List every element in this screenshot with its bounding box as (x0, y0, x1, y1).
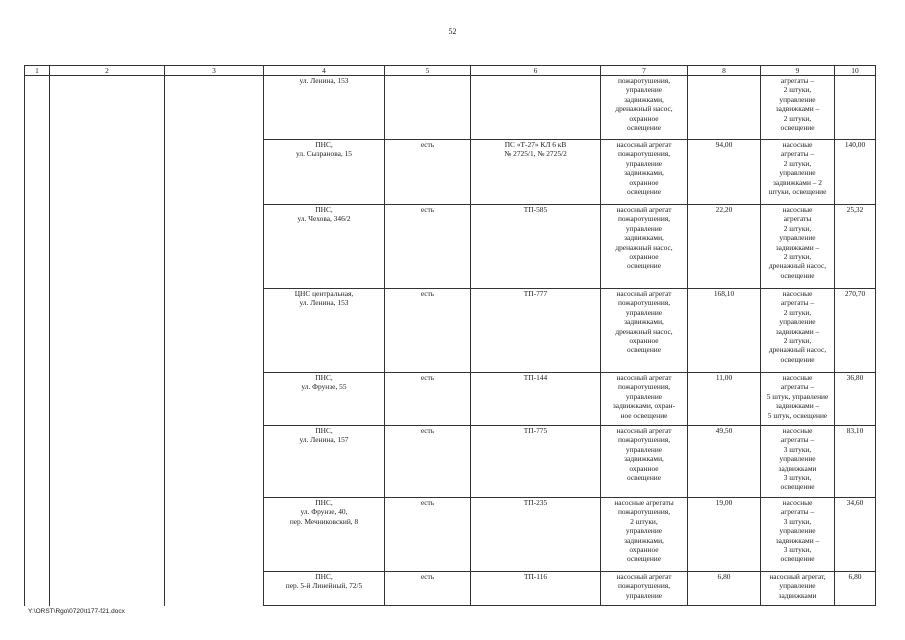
equipment-cell: насосные агрегаты – 5 штук, управление задвижками – 5 штук, освещение (761, 373, 835, 426)
column-number: 2 (50, 66, 165, 76)
consumers-cell: насосные агрегаты пожаротушения, 2 штуки, управление задвижками, охранное освещение (601, 498, 688, 572)
power-cell: 6,80 (835, 572, 876, 606)
equipment-cell: насосные агрегаты – 3 штуки, управление задвижками – 3 штуки, освещение (761, 498, 835, 572)
table-row (25, 76, 876, 140)
equipment-cell: насосные агрегаты – 2 штуки, управление задвижками – 2 штуки, освещение (761, 140, 835, 205)
power-source-cell: ТП-144 (471, 373, 601, 426)
object-address-cell: ПНС, пер. 5-й Линейный, 72/5 (264, 572, 385, 606)
object-address-cell: ЦНС центральная, ул. Ленина, 153 (264, 289, 385, 373)
load-cell: 94,00 (688, 140, 761, 205)
consumers-cell: насосный агрегат пожаротушения, управление задвижками, дренажный насос, охранное освещение (601, 205, 688, 289)
column-number: 9 (761, 66, 835, 76)
power-source-cell (471, 76, 601, 140)
power-cell: 270,70 (835, 289, 876, 373)
load-cell: 19,00 (688, 498, 761, 572)
power-source-cell: ТП-777 (471, 289, 601, 373)
power-cell: 140,00 (835, 140, 876, 205)
availability-cell: есть (385, 426, 471, 498)
load-cell: 11,00 (688, 373, 761, 426)
consumers-cell: насосный агрегат пожаротушения, управление задвижками, охран- ное освещение (601, 373, 688, 426)
empty-cell-col3 (165, 76, 264, 606)
consumers-cell: насосный агрегат пожаротушения, управление (601, 572, 688, 606)
availability-cell (385, 76, 471, 140)
load-cell: 49,50 (688, 426, 761, 498)
consumers-cell: насосный агрегат пожаротушения, управление задвижками, охранное освещение (601, 426, 688, 498)
equipment-cell: насосные агрегаты – 2 штуки, управление задвижками – 2 штуки, дренажный насос, освещение (761, 289, 835, 373)
load-cell (688, 76, 761, 140)
power-cell: 34,60 (835, 498, 876, 572)
equipment-cell: насосный агрегат, управление задвижками (761, 572, 835, 606)
power-source-cell: ТП-585 (471, 205, 601, 289)
column-number: 3 (165, 66, 264, 76)
power-source-cell: ТП-775 (471, 426, 601, 498)
object-address-cell: ПНС, ул. Ленина, 157 (264, 426, 385, 498)
power-source-cell: ТП-116 (471, 572, 601, 606)
power-source-cell: ПС «Т-27» КЛ 6 кВ № 2725/1, № 2725/2 (471, 140, 601, 205)
column-number: 10 (835, 66, 876, 76)
power-cell: 83,10 (835, 426, 876, 498)
object-address-cell: ПНС, ул. Сызранова, 15 (264, 140, 385, 205)
column-number: 5 (385, 66, 471, 76)
object-address-cell: ул. Ленина, 153 (264, 76, 385, 140)
consumers-cell: насосный агрегат пожаротушения, управление задвижками, дренажный насос, охранное освещение (601, 289, 688, 373)
file-path-footer: Y:\ORST\Rgo\0720\t177-f21.docx (28, 608, 125, 615)
availability-cell: есть (385, 289, 471, 373)
column-number: 8 (688, 66, 761, 76)
availability-cell: есть (385, 373, 471, 426)
object-address-cell: ПНС, ул. Чехова, 346/2 (264, 205, 385, 289)
availability-cell: есть (385, 572, 471, 606)
column-number: 6 (471, 66, 601, 76)
availability-cell: есть (385, 205, 471, 289)
load-cell: 6,80 (688, 572, 761, 606)
power-cell: 36,80 (835, 373, 876, 426)
power-cell: 25,32 (835, 205, 876, 289)
data-table (24, 65, 876, 606)
empty-cell-col2 (50, 76, 165, 606)
equipment-cell: агрегаты – 2 штуки, управление задвижками – 2 штуки, освещение (761, 76, 835, 140)
consumers-cell: насосный агрегат пожаротушения, управление задвижками, охранное освещение (601, 140, 688, 205)
column-number-row (25, 66, 876, 76)
load-cell: 168,10 (688, 289, 761, 373)
column-number: 1 (25, 66, 50, 76)
availability-cell: есть (385, 498, 471, 572)
column-number: 4 (264, 66, 385, 76)
object-address-cell: ПНС, ул. Фрунзе, 55 (264, 373, 385, 426)
empty-cell-col1 (25, 76, 50, 606)
availability-cell: есть (385, 140, 471, 205)
page-number: 52 (448, 27, 457, 36)
load-cell: 22,20 (688, 205, 761, 289)
equipment-cell: насосные агрегаты 2 штуки, управление задвижками – 2 штуки, дренажный насос, освещение (761, 205, 835, 289)
object-address-cell: ПНС, ул. Фрунзе, 40, пер. Мечниковский, 8 (264, 498, 385, 572)
column-number: 7 (601, 66, 688, 76)
power-source-cell: ТП-235 (471, 498, 601, 572)
consumers-cell: пожаротушения, управление задвижками, дренажный насос, охранное освещение (601, 76, 688, 140)
power-cell (835, 76, 876, 140)
equipment-cell: насосные агрегаты – 3 штуки, управление задвижками 3 штуки, освещение (761, 426, 835, 498)
